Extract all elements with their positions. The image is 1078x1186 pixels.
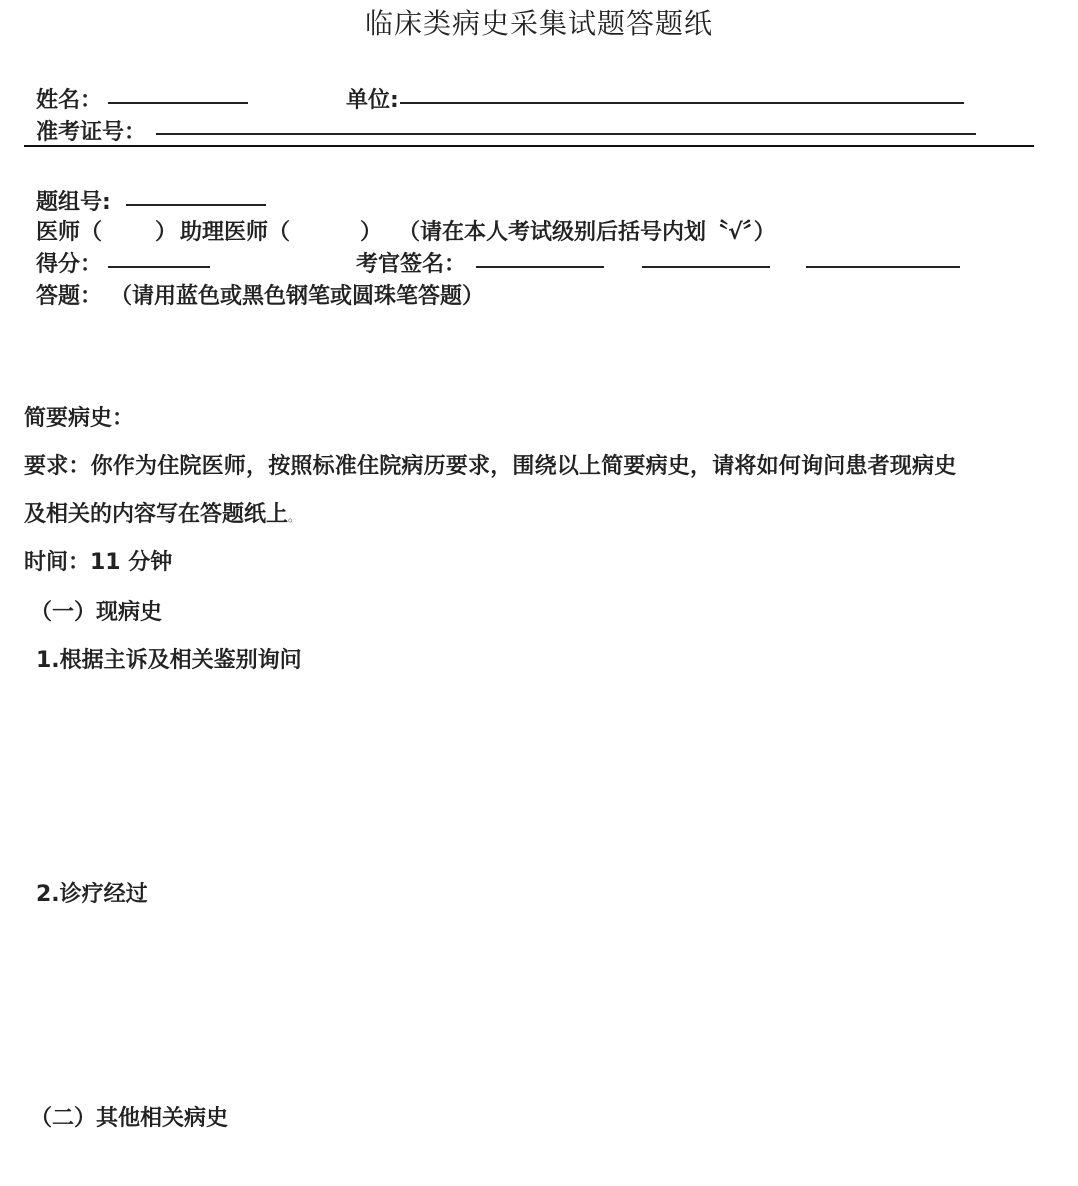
unit-field-line[interactable] — [400, 102, 964, 104]
answer-label: 答题： — [36, 284, 103, 309]
requirement-line-1: 要求：你作为住院医师，按照标准住院病历要求，围绕以上简要病史，请将如何询问患者现病史 — [24, 454, 957, 479]
examiner-signature-line-1[interactable] — [476, 266, 604, 268]
examiner-signature-line-3[interactable] — [806, 266, 960, 268]
exam-id-field-line[interactable] — [156, 133, 976, 135]
score-line[interactable] — [108, 266, 210, 268]
examiner-signature-line-2[interactable] — [642, 266, 770, 268]
group-number-line[interactable] — [126, 204, 266, 206]
score-label: 得分： — [36, 252, 103, 277]
assistant-bracket-close: ） — [360, 220, 383, 245]
header-divider — [24, 145, 1034, 147]
unit-label: 单位: — [346, 88, 399, 113]
section-present-illness: （一）现病史 — [30, 600, 163, 625]
answer-instruction: （请用蓝色或黑色钢笔或圆珠笔答题） — [110, 284, 485, 309]
time-limit: 时间：11 分钟 — [24, 550, 173, 575]
assistant-doctor-label: 助理医师（ — [180, 220, 291, 245]
name-label: 姓名： — [36, 88, 103, 113]
examiner-signature-label: 考官签名： — [356, 252, 467, 277]
doctor-label: 医师（ — [36, 220, 103, 245]
requirement-period: 。 — [288, 510, 301, 524]
requirement-text: 及相关的内容写在答题纸上 — [24, 502, 289, 527]
requirement-line-2 — [24, 497, 300, 528]
item-diagnosis-treatment: 2.诊疗经过 — [36, 882, 148, 907]
doctor-bracket-close: ） — [155, 220, 178, 245]
section-other-history: （二）其他相关病史 — [30, 1106, 229, 1131]
level-instruction: （请在本人考试级别后括号内划〝√〞） — [398, 220, 776, 245]
group-number-label: 题组号: — [36, 190, 111, 215]
name-field-line[interactable] — [108, 102, 248, 104]
exam-id-label: 准考证号： — [36, 120, 147, 145]
item-chief-complaint: 1.根据主诉及相关鉴别询问 — [36, 648, 302, 673]
page-title: 临床类病史采集试题答题纸 — [364, 7, 713, 40]
brief-history-heading: 简要病史： — [24, 406, 135, 431]
